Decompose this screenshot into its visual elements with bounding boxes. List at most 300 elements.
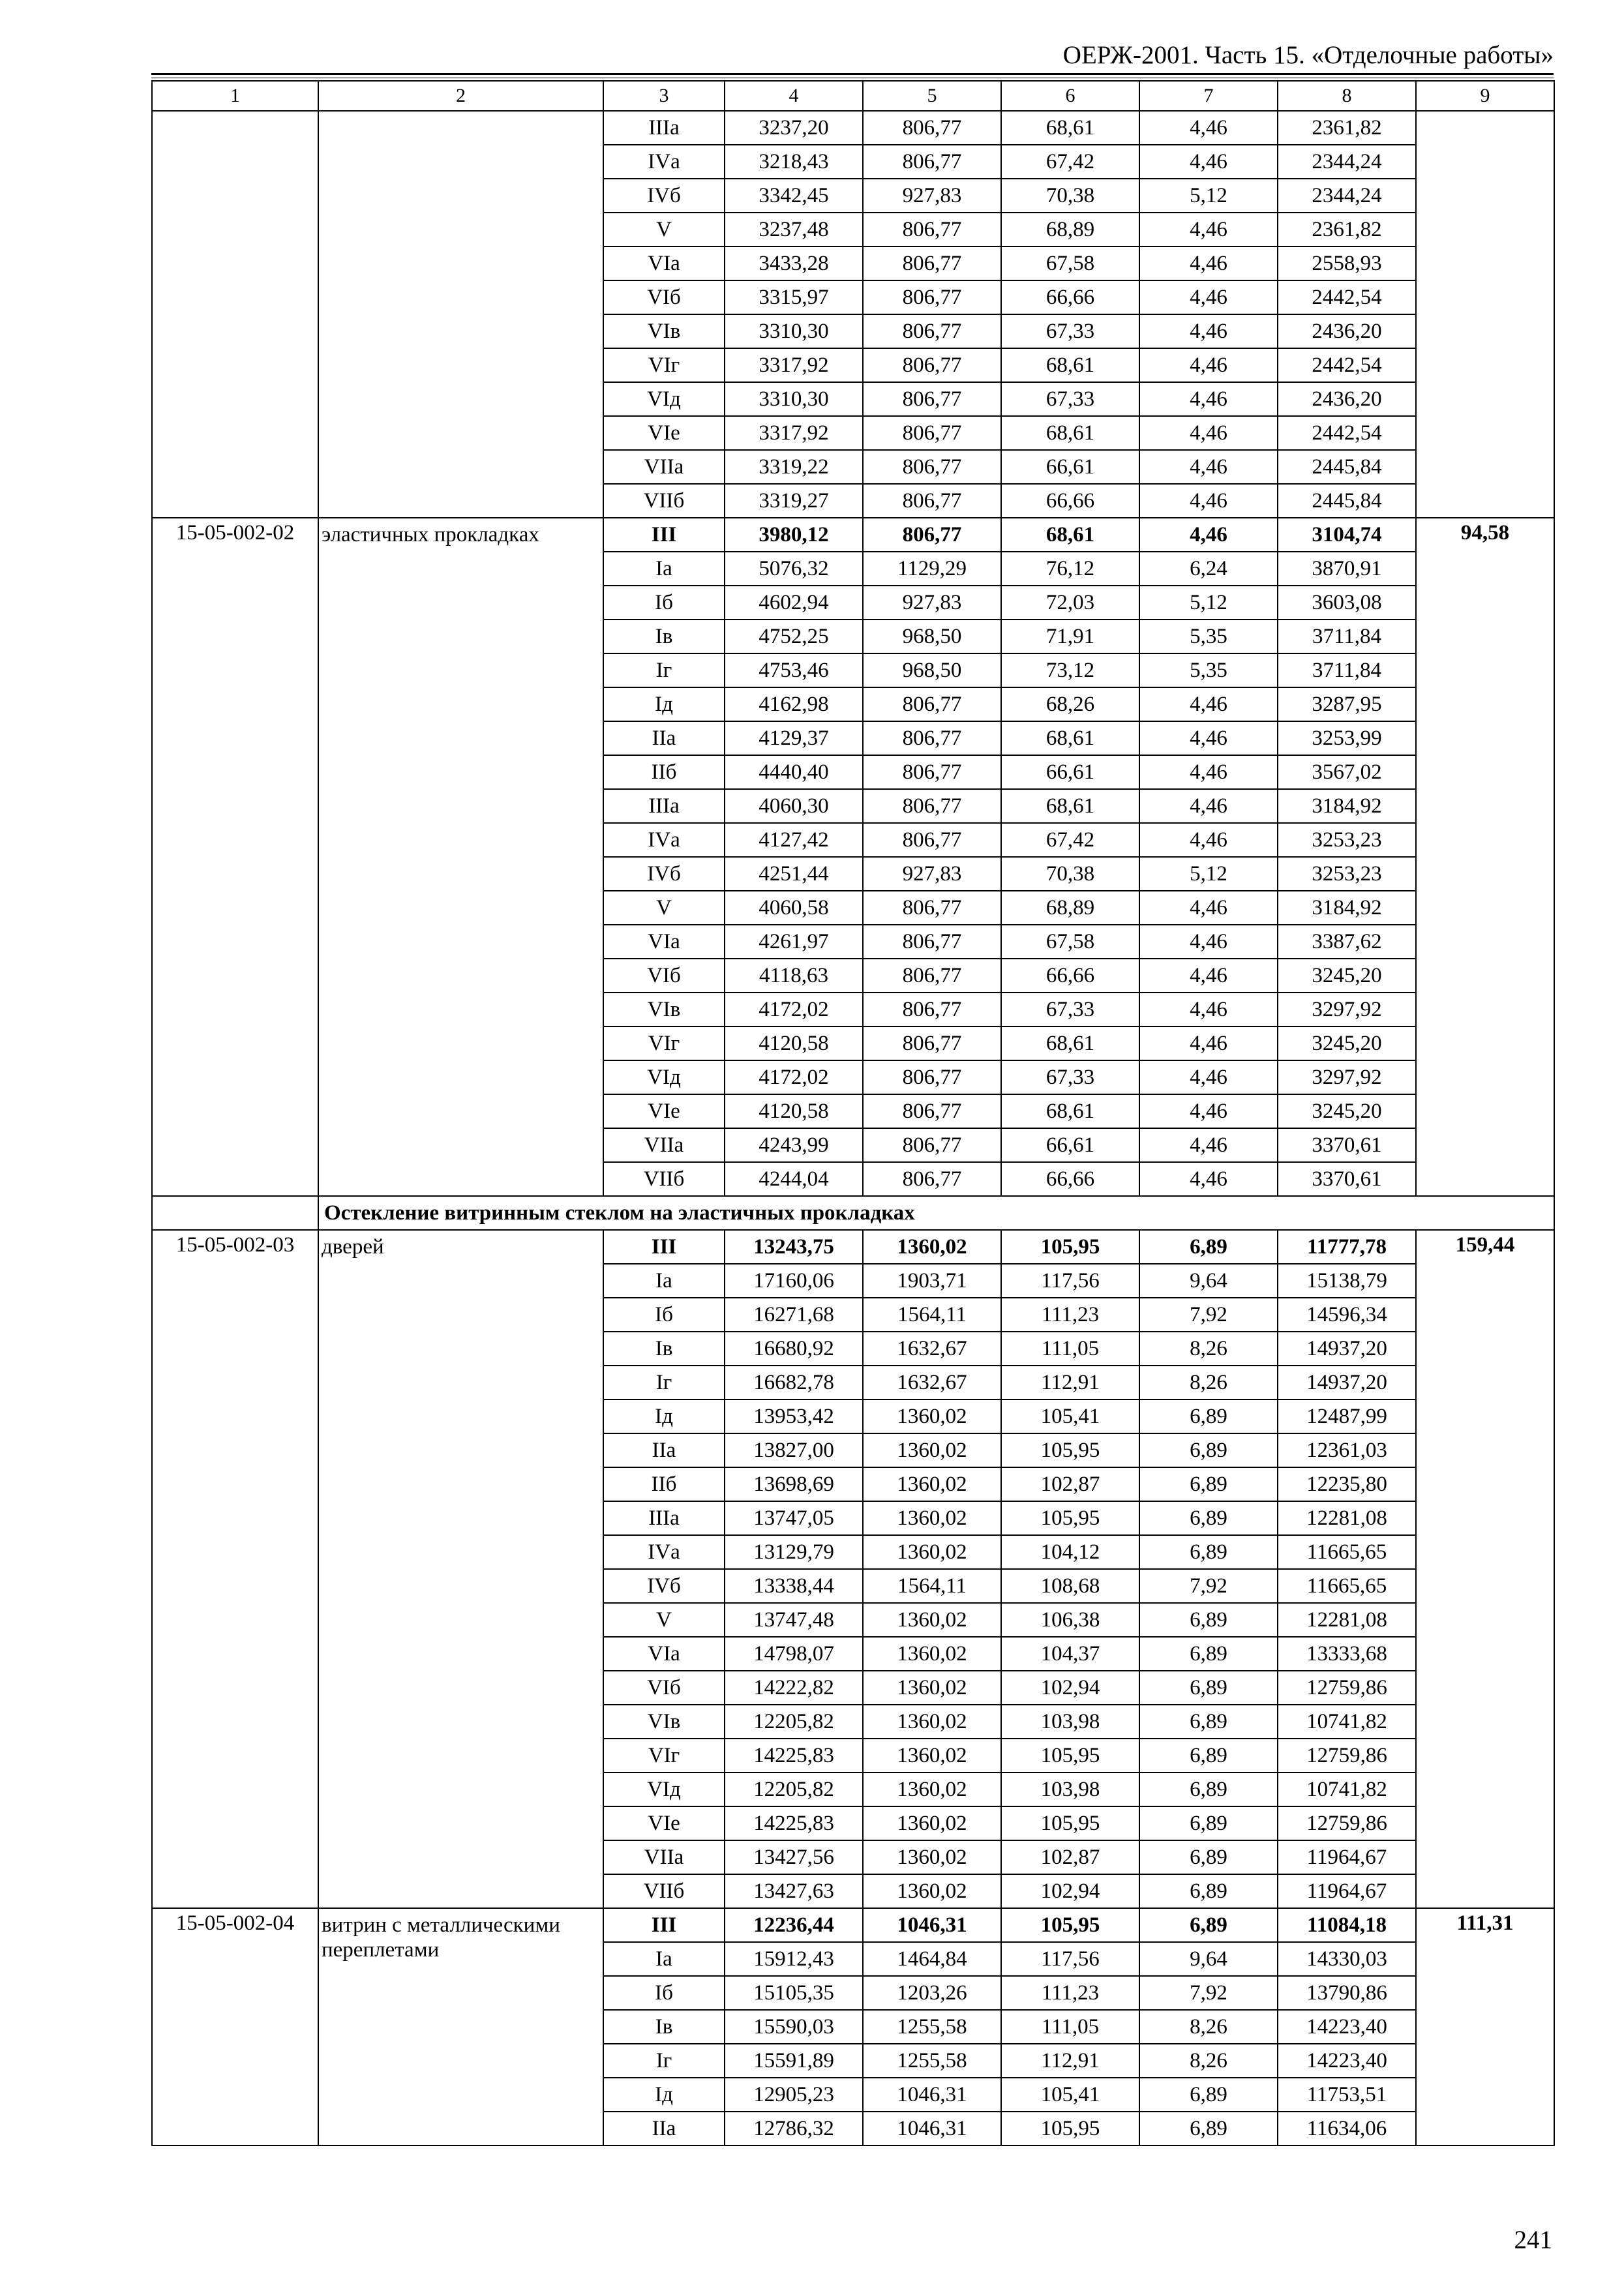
direct-cost: 5076,32 xyxy=(725,552,863,586)
materials-cost: 12487,99 xyxy=(1278,1399,1416,1433)
zone: VIб xyxy=(603,959,725,993)
labor-cost: 806,77 xyxy=(863,755,1001,789)
zone: Iд xyxy=(603,1399,725,1433)
direct-cost: 4060,58 xyxy=(725,891,863,925)
page-header-title: ОЕРЖ-2001. Часть 15. «Отделочные работы» xyxy=(1062,41,1554,69)
labor-cost: 806,77 xyxy=(863,314,1001,348)
machinist-cost: 6,89 xyxy=(1139,1705,1278,1739)
machinist-cost: 4,46 xyxy=(1139,755,1278,789)
materials-cost: 3603,08 xyxy=(1278,586,1416,620)
machinist-cost: 4,46 xyxy=(1139,484,1278,518)
labor-cost: 1360,02 xyxy=(863,1603,1001,1637)
materials-cost: 2558,93 xyxy=(1278,247,1416,280)
labor-cost: 1360,02 xyxy=(863,1773,1001,1806)
materials-cost: 14937,20 xyxy=(1278,1366,1416,1399)
labor-cost: 806,77 xyxy=(863,891,1001,925)
machinist-cost: 4,46 xyxy=(1139,382,1278,416)
materials-cost: 15138,79 xyxy=(1278,1264,1416,1298)
zone: VIд xyxy=(603,1773,725,1806)
materials-cost: 14330,03 xyxy=(1278,1942,1416,1976)
labor-cost: 1360,02 xyxy=(863,1230,1001,1264)
zone: VIб xyxy=(603,1671,725,1705)
machine-cost: 68,61 xyxy=(1001,1094,1139,1128)
column-number: 7 xyxy=(1139,81,1278,111)
materials-cost: 3104,74 xyxy=(1278,518,1416,552)
direct-cost: 3342,45 xyxy=(725,179,863,213)
machinist-cost: 6,89 xyxy=(1139,1637,1278,1671)
labor-cost: 1903,71 xyxy=(863,1264,1001,1298)
materials-cost: 3245,20 xyxy=(1278,1026,1416,1060)
labor-cost: 806,77 xyxy=(863,959,1001,993)
labor-cost: 1632,67 xyxy=(863,1366,1001,1399)
labor-cost: 1360,02 xyxy=(863,1705,1001,1739)
machinist-cost: 6,89 xyxy=(1139,1467,1278,1501)
materials-cost: 10741,82 xyxy=(1278,1773,1416,1806)
zone: IVб xyxy=(603,857,725,891)
machine-cost: 102,94 xyxy=(1001,1671,1139,1705)
zone: VIд xyxy=(603,382,725,416)
zone: IVа xyxy=(603,145,725,179)
machine-cost: 105,95 xyxy=(1001,2112,1139,2146)
machinist-cost: 4,46 xyxy=(1139,891,1278,925)
direct-cost: 3237,20 xyxy=(725,111,863,145)
work-name: эластичных прокладках xyxy=(318,518,603,1196)
zone: VIIб xyxy=(603,1162,725,1196)
machinist-cost: 4,46 xyxy=(1139,348,1278,382)
labor-cost: 1360,02 xyxy=(863,1535,1001,1569)
machine-cost: 66,66 xyxy=(1001,959,1139,993)
machinist-cost: 4,46 xyxy=(1139,518,1278,552)
labor-cost: 1360,02 xyxy=(863,1637,1001,1671)
machinist-cost: 6,24 xyxy=(1139,552,1278,586)
direct-cost: 16680,92 xyxy=(725,1332,863,1366)
materials-cost: 2445,84 xyxy=(1278,484,1416,518)
labor-cost: 806,77 xyxy=(863,721,1001,755)
machinist-cost: 8,26 xyxy=(1139,1332,1278,1366)
page-number: 241 xyxy=(1514,2226,1552,2254)
labor-cost: 806,77 xyxy=(863,687,1001,721)
machine-cost: 103,98 xyxy=(1001,1705,1139,1739)
labor-cost: 806,77 xyxy=(863,145,1001,179)
zone: VIг xyxy=(603,1739,725,1773)
machinist-cost: 6,89 xyxy=(1139,2078,1278,2112)
direct-cost: 3315,97 xyxy=(725,280,863,314)
labor-cost: 806,77 xyxy=(863,925,1001,959)
column-number: 4 xyxy=(725,81,863,111)
table-row xyxy=(152,1908,1554,1942)
materials-cost: 3370,61 xyxy=(1278,1162,1416,1196)
zone: VIIа xyxy=(603,1840,725,1874)
materials-cost: 12281,08 xyxy=(1278,1603,1416,1637)
labor-cost: 806,77 xyxy=(863,247,1001,280)
machinist-cost: 6,89 xyxy=(1139,1671,1278,1705)
materials-cost: 11665,65 xyxy=(1278,1535,1416,1569)
zone: VIб xyxy=(603,280,725,314)
direct-cost: 16682,78 xyxy=(725,1366,863,1399)
machinist-cost: 9,64 xyxy=(1139,1942,1278,1976)
materials-cost: 3297,92 xyxy=(1278,993,1416,1026)
labor-cost: 1046,31 xyxy=(863,1908,1001,1942)
machine-cost: 66,66 xyxy=(1001,280,1139,314)
table-row xyxy=(152,518,1554,552)
machine-cost: 76,12 xyxy=(1001,552,1139,586)
work-name xyxy=(318,111,603,518)
zone: Iг xyxy=(603,653,725,687)
work-name: витрин с металлическими переплетами xyxy=(318,1908,603,2146)
machine-cost: 105,95 xyxy=(1001,1806,1139,1840)
materials-cost: 10741,82 xyxy=(1278,1705,1416,1739)
machine-cost: 72,03 xyxy=(1001,586,1139,620)
zone: V xyxy=(603,891,725,925)
machine-cost: 104,37 xyxy=(1001,1637,1139,1671)
machinist-cost: 7,92 xyxy=(1139,1569,1278,1603)
direct-cost: 4127,42 xyxy=(725,823,863,857)
materials-cost: 2344,24 xyxy=(1278,145,1416,179)
direct-cost: 4162,98 xyxy=(725,687,863,721)
materials-cost: 12281,08 xyxy=(1278,1501,1416,1535)
machine-cost: 73,12 xyxy=(1001,653,1139,687)
direct-cost: 4251,44 xyxy=(725,857,863,891)
machine-cost: 105,41 xyxy=(1001,1399,1139,1433)
zone: V xyxy=(603,1603,725,1637)
machinist-cost: 6,89 xyxy=(1139,2112,1278,2146)
machinist-cost: 4,46 xyxy=(1139,823,1278,857)
labor-cost: 1564,11 xyxy=(863,1298,1001,1332)
labor-cost: 1129,29 xyxy=(863,552,1001,586)
direct-cost: 4172,02 xyxy=(725,1060,863,1094)
materials-cost: 12759,86 xyxy=(1278,1806,1416,1840)
machine-cost: 68,61 xyxy=(1001,789,1139,823)
zone: VIIб xyxy=(603,484,725,518)
direct-cost: 12205,82 xyxy=(725,1773,863,1806)
direct-cost: 16271,68 xyxy=(725,1298,863,1332)
machinist-cost: 4,46 xyxy=(1139,1094,1278,1128)
zone: VIа xyxy=(603,247,725,280)
labor-cost: 1360,02 xyxy=(863,1671,1001,1705)
machinist-cost: 7,92 xyxy=(1139,1298,1278,1332)
machine-cost: 68,26 xyxy=(1001,687,1139,721)
machine-cost: 111,23 xyxy=(1001,1298,1139,1332)
labor-cost: 1360,02 xyxy=(863,1806,1001,1840)
machinist-cost: 5,35 xyxy=(1139,653,1278,687)
zone: VIIа xyxy=(603,1128,725,1162)
materials-cost: 3297,92 xyxy=(1278,1060,1416,1094)
machinist-cost: 4,46 xyxy=(1139,925,1278,959)
zone: VIг xyxy=(603,348,725,382)
table-row xyxy=(152,1230,1554,1264)
direct-cost: 12786,32 xyxy=(725,2112,863,2146)
zone: Iв xyxy=(603,1332,725,1366)
zone: III xyxy=(603,1230,725,1264)
labor-cost: 1360,02 xyxy=(863,1874,1001,1908)
machinist-cost: 6,89 xyxy=(1139,1399,1278,1433)
machine-cost: 66,61 xyxy=(1001,450,1139,484)
direct-cost: 13747,05 xyxy=(725,1501,863,1535)
machine-cost: 68,61 xyxy=(1001,721,1139,755)
materials-cost: 3245,20 xyxy=(1278,1094,1416,1128)
machinist-cost: 8,26 xyxy=(1139,2010,1278,2044)
materials-cost: 2442,54 xyxy=(1278,416,1416,450)
machine-cost: 104,12 xyxy=(1001,1535,1139,1569)
zone: VIд xyxy=(603,1060,725,1094)
machine-cost: 66,66 xyxy=(1001,484,1139,518)
machinist-cost: 8,26 xyxy=(1139,2044,1278,2078)
labor-cost: 806,77 xyxy=(863,823,1001,857)
zone: IIIа xyxy=(603,789,725,823)
zone: VIе xyxy=(603,416,725,450)
machinist-cost: 9,64 xyxy=(1139,1264,1278,1298)
header-rule xyxy=(151,73,1554,75)
direct-cost: 3317,92 xyxy=(725,348,863,382)
rates-table xyxy=(151,80,1555,2146)
machinist-cost: 4,46 xyxy=(1139,687,1278,721)
machine-cost: 111,05 xyxy=(1001,1332,1139,1366)
materials-cost: 3387,62 xyxy=(1278,925,1416,959)
zone: Iг xyxy=(603,1366,725,1399)
machinist-cost: 6,89 xyxy=(1139,1908,1278,1942)
machine-cost: 103,98 xyxy=(1001,1773,1139,1806)
direct-cost: 14222,82 xyxy=(725,1671,863,1705)
labor-cost: 1360,02 xyxy=(863,1739,1001,1773)
machinist-cost: 4,46 xyxy=(1139,1060,1278,1094)
materials-cost: 12235,80 xyxy=(1278,1467,1416,1501)
machine-cost: 105,95 xyxy=(1001,1433,1139,1467)
direct-cost: 13338,44 xyxy=(725,1569,863,1603)
labor-hours: 159,44 xyxy=(1416,1230,1554,1908)
zone: IIб xyxy=(603,755,725,789)
direct-cost: 13827,00 xyxy=(725,1433,863,1467)
machine-cost: 105,95 xyxy=(1001,1501,1139,1535)
direct-cost: 3310,30 xyxy=(725,382,863,416)
machine-cost: 105,95 xyxy=(1001,1908,1139,1942)
zone: Iд xyxy=(603,687,725,721)
materials-cost: 3567,02 xyxy=(1278,755,1416,789)
zone: V xyxy=(603,213,725,247)
section-heading: Остекление витринным стеклом на эластичных прокладках xyxy=(318,1196,1554,1230)
direct-cost: 4753,46 xyxy=(725,653,863,687)
machine-cost: 117,56 xyxy=(1001,1264,1139,1298)
direct-cost: 4120,58 xyxy=(725,1094,863,1128)
zone: Iб xyxy=(603,1298,725,1332)
zone: IVб xyxy=(603,1569,725,1603)
direct-cost: 3980,12 xyxy=(725,518,863,552)
labor-cost: 1464,84 xyxy=(863,1942,1001,1976)
machinist-cost: 4,46 xyxy=(1139,111,1278,145)
machinist-cost: 6,89 xyxy=(1139,1739,1278,1773)
materials-cost: 3245,20 xyxy=(1278,959,1416,993)
machine-cost: 102,87 xyxy=(1001,1467,1139,1501)
column-number: 5 xyxy=(863,81,1001,111)
work-name: дверей xyxy=(318,1230,603,1908)
materials-cost: 3711,84 xyxy=(1278,653,1416,687)
direct-cost: 12236,44 xyxy=(725,1908,863,1942)
labor-cost: 806,77 xyxy=(863,993,1001,1026)
zone: VIIб xyxy=(603,1874,725,1908)
machinist-cost: 4,46 xyxy=(1139,721,1278,755)
zone: IIIа xyxy=(603,1501,725,1535)
zone: VIе xyxy=(603,1094,725,1128)
materials-cost: 3184,92 xyxy=(1278,891,1416,925)
direct-cost: 4118,63 xyxy=(725,959,863,993)
materials-cost: 2442,54 xyxy=(1278,348,1416,382)
machine-cost: 66,61 xyxy=(1001,1128,1139,1162)
labor-cost: 806,77 xyxy=(863,789,1001,823)
machinist-cost: 4,46 xyxy=(1139,993,1278,1026)
materials-cost: 11634,06 xyxy=(1278,2112,1416,2146)
labor-cost: 806,77 xyxy=(863,1094,1001,1128)
machinist-cost: 6,89 xyxy=(1139,1840,1278,1874)
column-number: 8 xyxy=(1278,81,1416,111)
materials-cost: 12361,03 xyxy=(1278,1433,1416,1467)
labor-cost: 927,83 xyxy=(863,857,1001,891)
direct-cost: 4752,25 xyxy=(725,620,863,653)
direct-cost: 4261,97 xyxy=(725,925,863,959)
labor-cost: 1203,26 xyxy=(863,1976,1001,2010)
zone: Iб xyxy=(603,586,725,620)
zone: Iв xyxy=(603,620,725,653)
machinist-cost: 4,46 xyxy=(1139,314,1278,348)
labor-cost: 1046,31 xyxy=(863,2078,1001,2112)
machinist-cost: 5,12 xyxy=(1139,586,1278,620)
direct-cost: 15105,35 xyxy=(725,1976,863,2010)
machinist-cost: 4,46 xyxy=(1139,145,1278,179)
zone: IIб xyxy=(603,1467,725,1501)
materials-cost: 14596,34 xyxy=(1278,1298,1416,1332)
machine-cost: 67,58 xyxy=(1001,247,1139,280)
direct-cost: 4440,40 xyxy=(725,755,863,789)
zone: VIIа xyxy=(603,450,725,484)
norm-code: 15-05-002-02 xyxy=(152,518,318,1196)
machinist-cost: 6,89 xyxy=(1139,1773,1278,1806)
labor-cost: 1255,58 xyxy=(863,2010,1001,2044)
direct-cost: 4060,30 xyxy=(725,789,863,823)
machine-cost: 105,95 xyxy=(1001,1739,1139,1773)
zone: Iа xyxy=(603,552,725,586)
materials-cost: 3253,23 xyxy=(1278,857,1416,891)
machine-cost: 67,33 xyxy=(1001,1060,1139,1094)
machine-cost: 68,89 xyxy=(1001,213,1139,247)
materials-cost: 11665,65 xyxy=(1278,1569,1416,1603)
materials-cost: 2361,82 xyxy=(1278,111,1416,145)
materials-cost: 12759,86 xyxy=(1278,1739,1416,1773)
zone: IVа xyxy=(603,823,725,857)
materials-cost: 3253,99 xyxy=(1278,721,1416,755)
materials-cost: 14937,20 xyxy=(1278,1332,1416,1366)
zone: VIв xyxy=(603,1705,725,1739)
zone: VIв xyxy=(603,314,725,348)
norm-code: 15-05-002-04 xyxy=(152,1908,318,2146)
direct-cost: 13953,42 xyxy=(725,1399,863,1433)
machinist-cost: 6,89 xyxy=(1139,1433,1278,1467)
direct-cost: 3237,48 xyxy=(725,213,863,247)
direct-cost: 3310,30 xyxy=(725,314,863,348)
zone: IIа xyxy=(603,721,725,755)
machine-cost: 68,61 xyxy=(1001,348,1139,382)
direct-cost: 3433,28 xyxy=(725,247,863,280)
column-number: 9 xyxy=(1416,81,1554,111)
labor-cost: 806,77 xyxy=(863,1060,1001,1094)
direct-cost: 15591,89 xyxy=(725,2044,863,2078)
materials-cost: 2436,20 xyxy=(1278,314,1416,348)
zone: IIа xyxy=(603,1433,725,1467)
labor-cost: 968,50 xyxy=(863,653,1001,687)
table-row xyxy=(152,111,1554,145)
materials-cost: 3370,61 xyxy=(1278,1128,1416,1162)
materials-cost: 2436,20 xyxy=(1278,382,1416,416)
machine-cost: 102,87 xyxy=(1001,1840,1139,1874)
direct-cost: 4243,99 xyxy=(725,1128,863,1162)
machine-cost: 68,61 xyxy=(1001,1026,1139,1060)
machine-cost: 106,38 xyxy=(1001,1603,1139,1637)
labor-cost: 806,77 xyxy=(863,484,1001,518)
labor-hours xyxy=(1416,111,1554,518)
machine-cost: 68,61 xyxy=(1001,111,1139,145)
zone: Iб xyxy=(603,1976,725,2010)
zone: III xyxy=(603,518,725,552)
materials-cost: 3253,23 xyxy=(1278,823,1416,857)
materials-cost: 2442,54 xyxy=(1278,280,1416,314)
machine-cost: 67,42 xyxy=(1001,823,1139,857)
section-empty-cell xyxy=(152,1196,318,1230)
machine-cost: 117,56 xyxy=(1001,1942,1139,1976)
machinist-cost: 6,89 xyxy=(1139,1874,1278,1908)
machine-cost: 67,58 xyxy=(1001,925,1139,959)
materials-cost: 12759,86 xyxy=(1278,1671,1416,1705)
machinist-cost: 4,46 xyxy=(1139,959,1278,993)
section-heading-row xyxy=(152,1196,1554,1230)
machinist-cost: 4,46 xyxy=(1139,280,1278,314)
labor-cost: 806,77 xyxy=(863,1162,1001,1196)
zone: VIв xyxy=(603,993,725,1026)
direct-cost: 3218,43 xyxy=(725,145,863,179)
zone: Iа xyxy=(603,1264,725,1298)
machine-cost: 112,91 xyxy=(1001,1366,1139,1399)
labor-cost: 806,77 xyxy=(863,348,1001,382)
machine-cost: 66,61 xyxy=(1001,755,1139,789)
zone: Iв xyxy=(603,2010,725,2044)
labor-cost: 1632,67 xyxy=(863,1332,1001,1366)
zone: III xyxy=(603,1908,725,1942)
column-number: 1 xyxy=(152,81,318,111)
zone: IIа xyxy=(603,2112,725,2146)
machine-cost: 70,38 xyxy=(1001,179,1139,213)
norm-code xyxy=(152,111,318,518)
direct-cost: 13427,63 xyxy=(725,1874,863,1908)
direct-cost: 12205,82 xyxy=(725,1705,863,1739)
machine-cost: 67,42 xyxy=(1001,145,1139,179)
machinist-cost: 5,12 xyxy=(1139,857,1278,891)
direct-cost: 3319,22 xyxy=(725,450,863,484)
labor-cost: 1360,02 xyxy=(863,1467,1001,1501)
zone: Iг xyxy=(603,2044,725,2078)
labor-cost: 806,77 xyxy=(863,450,1001,484)
labor-hours: 111,31 xyxy=(1416,1908,1554,2146)
column-number: 6 xyxy=(1001,81,1139,111)
materials-cost: 14223,40 xyxy=(1278,2010,1416,2044)
column-number: 3 xyxy=(603,81,725,111)
direct-cost: 4129,37 xyxy=(725,721,863,755)
machine-cost: 105,41 xyxy=(1001,2078,1139,2112)
zone: IIIа xyxy=(603,111,725,145)
machine-cost: 102,94 xyxy=(1001,1874,1139,1908)
zone: VIа xyxy=(603,925,725,959)
machine-cost: 111,23 xyxy=(1001,1976,1139,2010)
machinist-cost: 5,35 xyxy=(1139,620,1278,653)
machinist-cost: 6,89 xyxy=(1139,1501,1278,1535)
machinist-cost: 5,12 xyxy=(1139,179,1278,213)
direct-cost: 12905,23 xyxy=(725,2078,863,2112)
machinist-cost: 7,92 xyxy=(1139,1976,1278,2010)
